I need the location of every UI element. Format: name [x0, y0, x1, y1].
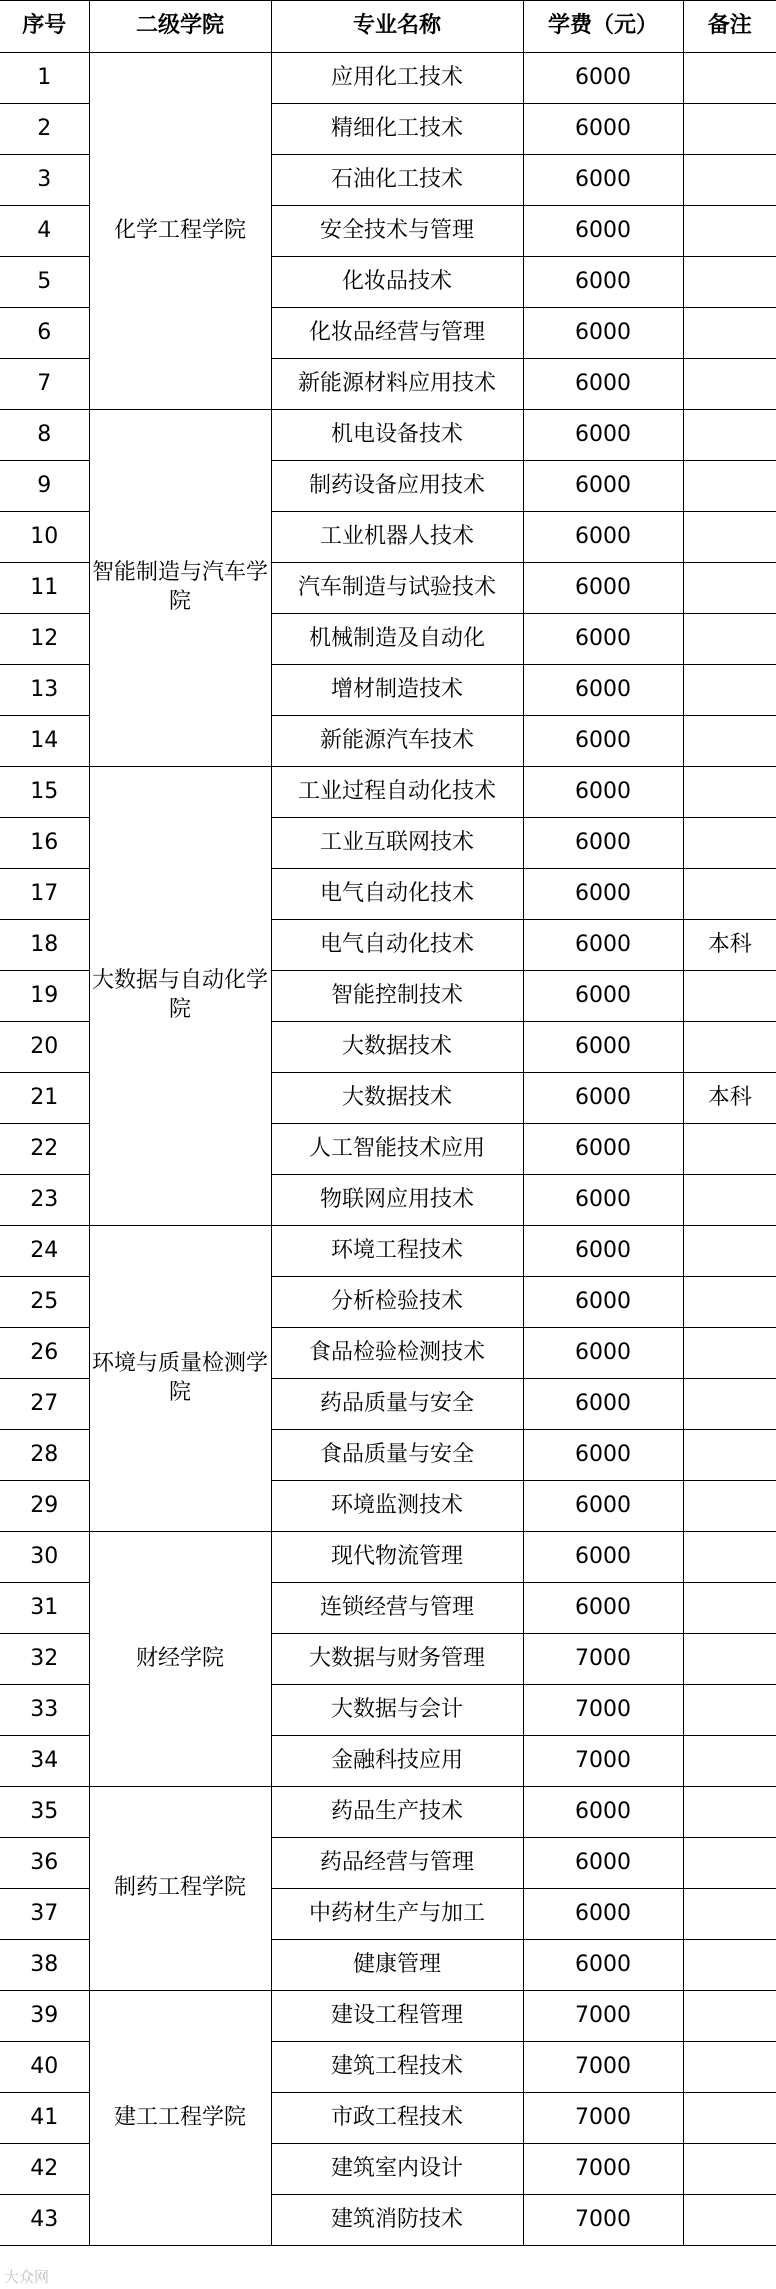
note-cell [683, 767, 776, 818]
row-index: 41 [0, 2093, 89, 2144]
tuition-fee: 6000 [523, 359, 683, 410]
major-name: 现代物流管理 [271, 1532, 523, 1583]
header-note: 备注 [683, 1, 776, 53]
college-cell: 环境与质量检测学院 [89, 1226, 271, 1532]
tuition-fee: 6000 [523, 1022, 683, 1073]
note-cell [683, 1328, 776, 1379]
note-cell [683, 1124, 776, 1175]
row-index: 1 [0, 53, 89, 104]
major-name: 安全技术与管理 [271, 206, 523, 257]
major-name: 食品质量与安全 [271, 1430, 523, 1481]
major-name: 药品质量与安全 [271, 1379, 523, 1430]
row-index: 33 [0, 1685, 89, 1736]
row-index: 3 [0, 155, 89, 206]
tuition-fee: 6000 [523, 104, 683, 155]
tuition-fee: 6000 [523, 53, 683, 104]
note-cell [683, 206, 776, 257]
note-cell [683, 1175, 776, 1226]
row-index: 8 [0, 410, 89, 461]
major-name: 物联网应用技术 [271, 1175, 523, 1226]
tuition-fee: 7000 [523, 2195, 683, 2246]
table-body [0, 53, 776, 2246]
row-index: 4 [0, 206, 89, 257]
major-name: 机械制造及自动化 [271, 614, 523, 665]
note-cell [683, 1634, 776, 1685]
table-row [0, 767, 776, 818]
row-index: 5 [0, 257, 89, 308]
note-cell [683, 2195, 776, 2246]
note-cell [683, 1481, 776, 1532]
row-index: 39 [0, 1991, 89, 2042]
row-index: 15 [0, 767, 89, 818]
note-cell [683, 1430, 776, 1481]
note-cell [683, 665, 776, 716]
major-name: 制药设备应用技术 [271, 461, 523, 512]
major-name: 精细化工技术 [271, 104, 523, 155]
tuition-fee: 6000 [523, 1226, 683, 1277]
table-row [0, 410, 776, 461]
major-name: 大数据与财务管理 [271, 1634, 523, 1685]
row-index: 31 [0, 1583, 89, 1634]
tuition-fee: 6000 [523, 818, 683, 869]
major-name: 连锁经营与管理 [271, 1583, 523, 1634]
note-cell [683, 2093, 776, 2144]
tuition-fee: 6000 [523, 155, 683, 206]
row-index: 20 [0, 1022, 89, 1073]
tuition-fee: 6000 [523, 1532, 683, 1583]
note-cell [683, 1685, 776, 1736]
note-cell [683, 1889, 776, 1940]
college-cell: 制药工程学院 [89, 1787, 271, 1991]
note-cell [683, 1736, 776, 1787]
row-index: 6 [0, 308, 89, 359]
note-cell [683, 2144, 776, 2195]
row-index: 40 [0, 2042, 89, 2093]
note-cell [683, 1787, 776, 1838]
major-name: 建筑工程技术 [271, 2042, 523, 2093]
note-cell [683, 563, 776, 614]
row-index: 21 [0, 1073, 89, 1124]
note-cell [683, 1991, 776, 2042]
tuition-fee: 6000 [523, 716, 683, 767]
table-row [0, 1226, 776, 1277]
note-cell [683, 1583, 776, 1634]
row-index: 18 [0, 920, 89, 971]
row-index: 37 [0, 1889, 89, 1940]
note-cell [683, 512, 776, 563]
row-index: 17 [0, 869, 89, 920]
tuition-fee: 6000 [523, 869, 683, 920]
major-name: 建设工程管理 [271, 1991, 523, 2042]
major-name: 大数据与会计 [271, 1685, 523, 1736]
major-name: 健康管理 [271, 1940, 523, 1991]
note-cell [683, 1838, 776, 1889]
tuition-fee: 6000 [523, 971, 683, 1022]
major-name: 环境监测技术 [271, 1481, 523, 1532]
note-cell [683, 1532, 776, 1583]
major-name: 市政工程技术 [271, 2093, 523, 2144]
major-name: 智能控制技术 [271, 971, 523, 1022]
major-name: 机电设备技术 [271, 410, 523, 461]
college-cell: 大数据与自动化学院 [89, 767, 271, 1226]
row-index: 19 [0, 971, 89, 1022]
row-index: 23 [0, 1175, 89, 1226]
row-index: 10 [0, 512, 89, 563]
note-cell [683, 359, 776, 410]
tuition-fee: 6000 [523, 461, 683, 512]
row-index: 2 [0, 104, 89, 155]
note-cell [683, 257, 776, 308]
tuition-fee: 6000 [523, 1940, 683, 1991]
tuition-fee: 7000 [523, 2093, 683, 2144]
table-row [0, 1991, 776, 2042]
note-cell [683, 410, 776, 461]
note-cell [683, 2042, 776, 2093]
major-name: 食品检验检测技术 [271, 1328, 523, 1379]
major-name: 大数据技术 [271, 1022, 523, 1073]
note-cell [683, 104, 776, 155]
major-name: 建筑消防技术 [271, 2195, 523, 2246]
major-name: 石油化工技术 [271, 155, 523, 206]
college-cell: 建工工程学院 [89, 1991, 271, 2246]
note-cell [683, 1022, 776, 1073]
major-name: 电气自动化技术 [271, 920, 523, 971]
major-name: 新能源材料应用技术 [271, 359, 523, 410]
header-college: 二级学院 [89, 1, 271, 53]
college-cell: 智能制造与汽车学院 [89, 410, 271, 767]
tuition-fee: 6000 [523, 920, 683, 971]
row-index: 42 [0, 2144, 89, 2195]
tuition-fee: 6000 [523, 1838, 683, 1889]
row-index: 38 [0, 1940, 89, 1991]
college-cell: 财经学院 [89, 1532, 271, 1787]
tuition-fee: 7000 [523, 2042, 683, 2093]
note-cell [683, 818, 776, 869]
major-name: 工业过程自动化技术 [271, 767, 523, 818]
row-index: 36 [0, 1838, 89, 1889]
row-index: 29 [0, 1481, 89, 1532]
major-name: 工业互联网技术 [271, 818, 523, 869]
major-name: 分析检验技术 [271, 1277, 523, 1328]
note-cell [683, 1226, 776, 1277]
note-cell [683, 1940, 776, 1991]
tuition-fee: 6000 [523, 1277, 683, 1328]
tuition-fee: 6000 [523, 1787, 683, 1838]
row-index: 13 [0, 665, 89, 716]
college-cell: 化学工程学院 [89, 53, 271, 410]
tuition-fee: 6000 [523, 767, 683, 818]
row-index: 43 [0, 2195, 89, 2246]
tuition-fee: 6000 [523, 1073, 683, 1124]
major-name: 应用化工技术 [271, 53, 523, 104]
header-major: 专业名称 [271, 1, 523, 53]
note-cell: 本科 [683, 920, 776, 971]
row-index: 12 [0, 614, 89, 665]
major-name: 增材制造技术 [271, 665, 523, 716]
table-row [0, 1787, 776, 1838]
row-index: 9 [0, 461, 89, 512]
header-fee: 学费（元） [523, 1, 683, 53]
major-name: 汽车制造与试验技术 [271, 563, 523, 614]
note-cell [683, 155, 776, 206]
row-index: 32 [0, 1634, 89, 1685]
note-cell [683, 971, 776, 1022]
note-cell [683, 614, 776, 665]
major-name: 新能源汽车技术 [271, 716, 523, 767]
major-name: 药品生产技术 [271, 1787, 523, 1838]
tuition-fee: 7000 [523, 1991, 683, 2042]
major-name: 环境工程技术 [271, 1226, 523, 1277]
row-index: 26 [0, 1328, 89, 1379]
major-name: 人工智能技术应用 [271, 1124, 523, 1175]
major-name: 化妆品经营与管理 [271, 308, 523, 359]
major-name: 化妆品技术 [271, 257, 523, 308]
tuition-fee: 6000 [523, 206, 683, 257]
row-index: 27 [0, 1379, 89, 1430]
note-cell [683, 461, 776, 512]
note-cell: 本科 [683, 1073, 776, 1124]
row-index: 16 [0, 818, 89, 869]
tuition-fee: 6000 [523, 1481, 683, 1532]
header-row [0, 1, 776, 53]
note-cell [683, 1379, 776, 1430]
tuition-fee: 7000 [523, 1736, 683, 1787]
note-cell [683, 1277, 776, 1328]
tuition-fee: 6000 [523, 614, 683, 665]
tuition-fee: 6000 [523, 308, 683, 359]
tuition-fee: 7000 [523, 1634, 683, 1685]
row-index: 34 [0, 1736, 89, 1787]
row-index: 28 [0, 1430, 89, 1481]
note-cell [683, 716, 776, 767]
tuition-fee: 6000 [523, 1124, 683, 1175]
tuition-fee: 6000 [523, 1583, 683, 1634]
tuition-fee: 6000 [523, 1328, 683, 1379]
tuition-fee: 7000 [523, 1685, 683, 1736]
row-index: 7 [0, 359, 89, 410]
table-row [0, 53, 776, 104]
row-index: 14 [0, 716, 89, 767]
tuition-fee: 6000 [523, 1379, 683, 1430]
tuition-fee: 6000 [523, 410, 683, 461]
tuition-fee: 7000 [523, 2144, 683, 2195]
row-index: 25 [0, 1277, 89, 1328]
major-name: 建筑室内设计 [271, 2144, 523, 2195]
tuition-fee: 6000 [523, 257, 683, 308]
row-index: 11 [0, 563, 89, 614]
row-index: 22 [0, 1124, 89, 1175]
note-cell [683, 53, 776, 104]
major-name: 大数据技术 [271, 1073, 523, 1124]
tuition-fee: 6000 [523, 665, 683, 716]
note-cell [683, 308, 776, 359]
tuition-fee: 6000 [523, 1889, 683, 1940]
row-index: 30 [0, 1532, 89, 1583]
note-cell [683, 869, 776, 920]
tuition-fee: 6000 [523, 1175, 683, 1226]
major-name: 金融科技应用 [271, 1736, 523, 1787]
table-row [0, 1532, 776, 1583]
major-name: 工业机器人技术 [271, 512, 523, 563]
tuition-fee: 6000 [523, 1430, 683, 1481]
header-index: 序号 [0, 1, 89, 53]
row-index: 35 [0, 1787, 89, 1838]
row-index: 24 [0, 1226, 89, 1277]
major-name: 电气自动化技术 [271, 869, 523, 920]
major-name: 药品经营与管理 [271, 1838, 523, 1889]
tuition-fee: 6000 [523, 512, 683, 563]
major-name: 中药材生产与加工 [271, 1889, 523, 1940]
tuition-fee: 6000 [523, 563, 683, 614]
watermark: 大众网 [4, 2268, 50, 2286]
